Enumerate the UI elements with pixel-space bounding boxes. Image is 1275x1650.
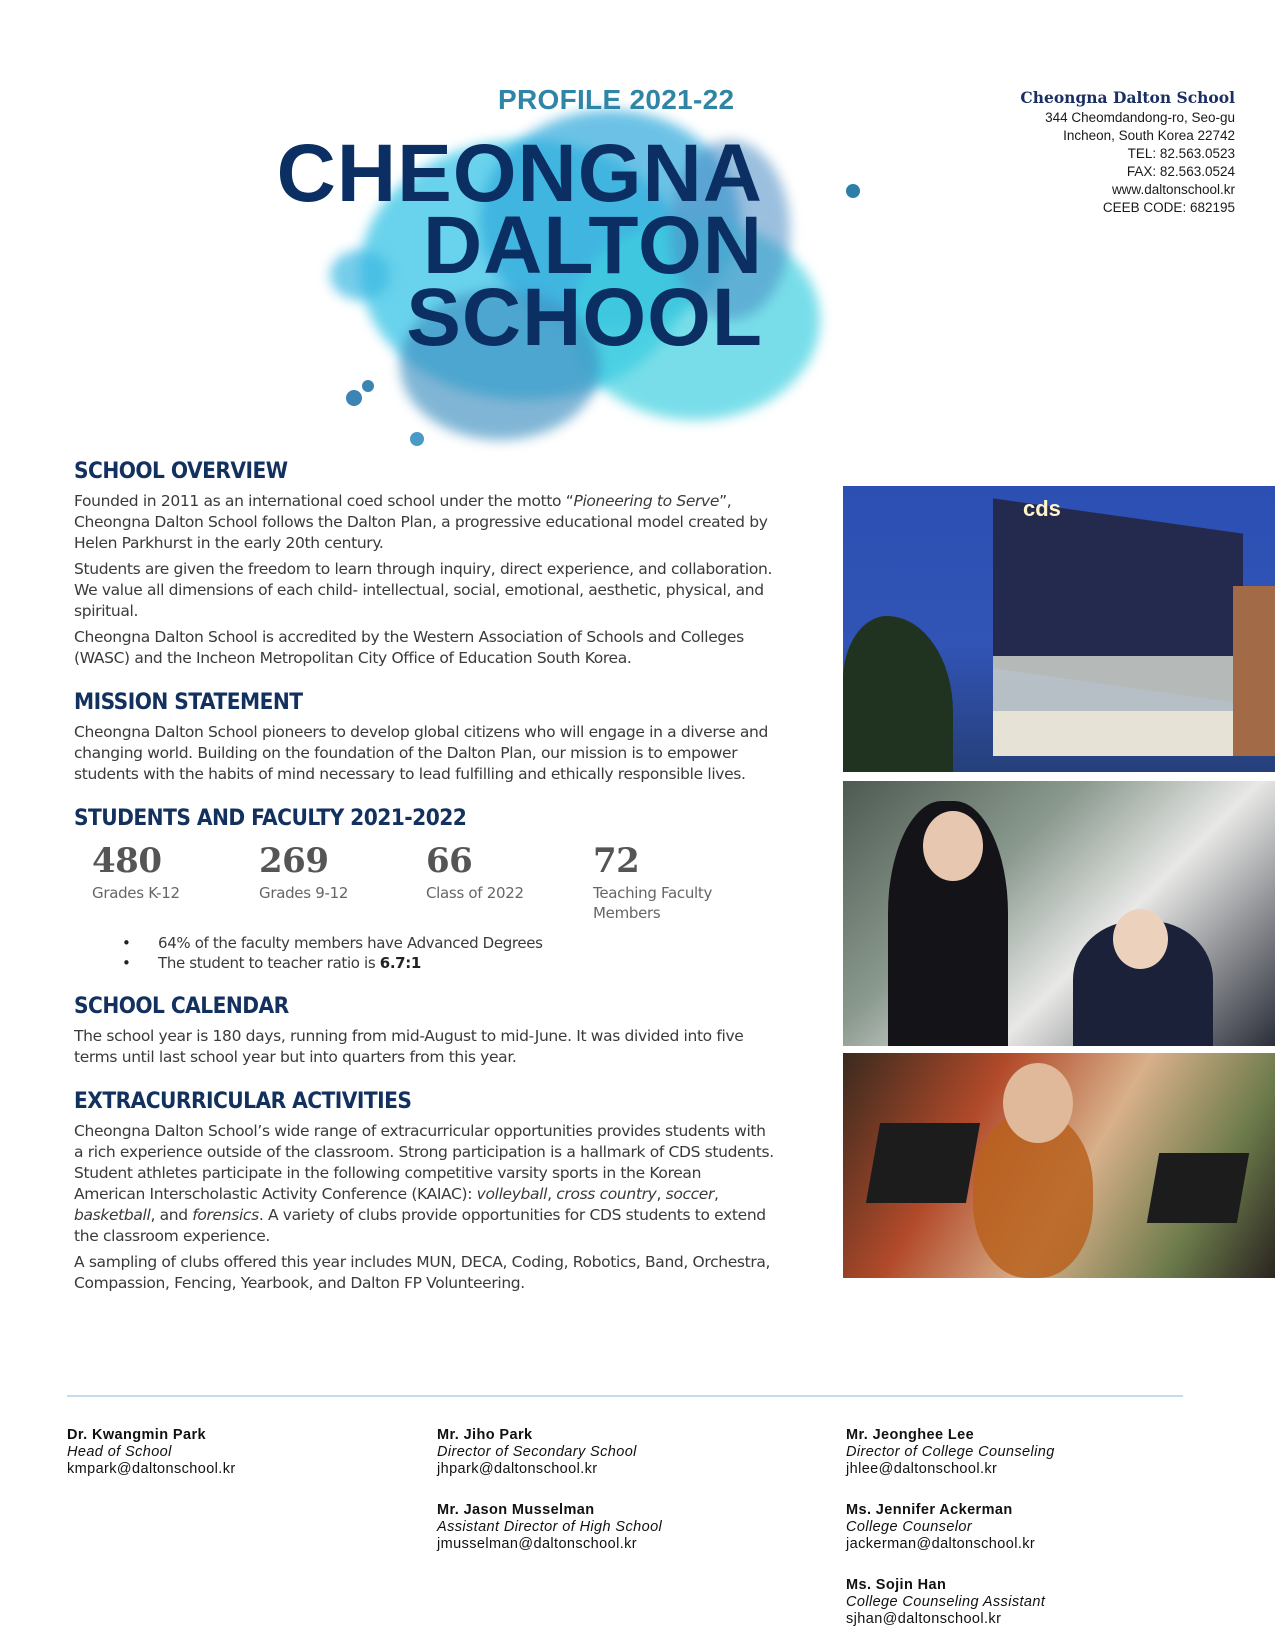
contact-role: Assistant Director of High School <box>437 1519 663 1535</box>
motto: Pioneering to Serve <box>573 492 720 510</box>
stat-label: Grades 9-12 <box>259 884 349 902</box>
contact-card <box>67 1427 236 1478</box>
overview-paragraph-1 <box>74 491 774 554</box>
main-content <box>74 458 774 1294</box>
contact-email[interactable]: jackerman@daltonschool.kr <box>846 1536 1036 1552</box>
text: Cheongna Dalton School’s wide range of extracurricular opportunities provides students with a rich experience outside of the classroom. Strong participation is a hallmark of CDS students. Student athletes participate in the following competitive varsity sports in the Korean American Interscholastic Activity Conference (KAIAC): <box>74 1122 774 1203</box>
sport: volleyball <box>476 1185 548 1203</box>
sport: forensics <box>192 1206 259 1224</box>
school-title <box>276 128 763 363</box>
contact-email[interactable]: jhpark@daltonschool.kr <box>437 1461 598 1477</box>
contact-name: Dr. Kwangmin Park <box>67 1427 206 1443</box>
address-org-name: Cheongna Dalton School <box>1020 88 1235 107</box>
contact-email[interactable]: sjhan@daltonschool.kr <box>846 1611 1002 1627</box>
section-title: SCHOOL CALENDAR <box>74 994 289 1019</box>
title-line-3: SCHOOL <box>406 272 763 363</box>
extracurricular-paragraph-1: Cheongna Dalton School’s wide range of extracurricular opportunities provides students with a rich experience outside of the classroom. Strong participation is a hallmark of CDS students. Student athletes participate in the following competitive varsity sports in the Korean American Interscholastic Activity Conference (KAIAC): volleyball, cross country, soccer, basketball, and forensics. A variety of clubs provide opportunities for CDS students to extend the classroom experience. <box>74 1122 774 1245</box>
photo-orchestra <box>843 1053 1275 1278</box>
contact-name: Mr. Jeonghee Lee <box>846 1427 975 1443</box>
photo-school-building <box>843 486 1275 772</box>
title-line-2: DALTON <box>422 200 763 291</box>
contact-card <box>846 1577 1045 1628</box>
contact-name: Ms. Sojin Han <box>846 1577 947 1593</box>
contact-card <box>437 1427 637 1478</box>
address-street: 344 Cheomdandong-ro, Seo-gu <box>1045 110 1235 125</box>
text: The student to teacher ratio is <box>158 954 380 972</box>
stat-item <box>593 841 733 923</box>
cds-sign: cds <box>1023 496 1061 521</box>
section-title: STUDENTS AND FACULTY 2021-2022 <box>74 806 467 831</box>
stat-item <box>426 841 593 923</box>
contact-card <box>846 1427 1055 1478</box>
stat-value: 72 <box>593 841 640 881</box>
contact-role: College Counseling Assistant <box>846 1594 1046 1610</box>
contact-card <box>846 1502 1035 1553</box>
section-extracurricular <box>74 1088 774 1294</box>
profile-year-label: PROFILE 2021-22 <box>498 84 735 115</box>
mission-text: Cheongna Dalton School pioneers to develop global citizens who will engage in a diverse and changing world. Building on the foundation of the Dalton Plan, our mission is to empower students with the habits of mind necessary to lead fulfilling and ethically responsible lives. <box>74 723 768 783</box>
contact-email[interactable]: jmusselman@daltonschool.kr <box>437 1536 638 1552</box>
section-students-faculty <box>74 805 774 973</box>
footer-divider <box>67 1395 1183 1397</box>
text: . A variety of clubs provide opportunities for CDS students to extend the classroom experience. <box>74 1206 766 1245</box>
section-mission-statement <box>74 689 774 785</box>
contact-role: Director of Secondary School <box>437 1444 637 1460</box>
stat-item <box>259 841 426 923</box>
stat-label: Class of 2022 <box>426 884 524 902</box>
contact-card <box>437 1502 662 1553</box>
overview-paragraph-3: Cheongna Dalton School is accredited by the Western Association of Schools and Colleges (WASC) and the Incheon Metropolitan City Office of Education South Korea. <box>74 628 744 667</box>
title-line-1: CHEONGNA <box>276 128 763 219</box>
extracurricular-paragraph-2: A sampling of clubs offered this year includes MUN, DECA, Coding, Robotics, Band, Orchestra, Compassion, Fencing, Yearbook, and Dalton FP Volunteering. <box>74 1253 771 1292</box>
stat-item <box>92 841 259 923</box>
photo-debate-event <box>843 781 1275 1046</box>
stat-label: Teaching Faculty Members <box>593 884 713 922</box>
section-school-calendar <box>74 993 774 1068</box>
section-school-overview <box>74 458 774 669</box>
school-address-block <box>1020 87 1235 217</box>
contact-name: Ms. Jennifer Ackerman <box>846 1502 1013 1518</box>
ratio-value: 6.7:1 <box>379 954 421 972</box>
contact-email[interactable]: kmpark@daltonschool.kr <box>67 1461 236 1477</box>
address-ceeb-code: CEEB CODE: 682195 <box>1102 200 1235 215</box>
stat-value: 480 <box>92 841 162 881</box>
sport: soccer <box>665 1185 715 1203</box>
stat-label: Grades K-12 <box>92 884 180 902</box>
contact-email[interactable]: jhlee@daltonschool.kr <box>846 1461 998 1477</box>
address-city: Incheon, South Korea 22742 <box>1063 128 1235 143</box>
overview-paragraph-2: Students are given the freedom to learn through inquiry, direct experience, and collaboration. We value all dimensions of each child- intellectual, social, emotional, aesthetic, physical, and spiritual. <box>74 560 773 620</box>
calendar-text: The school year is 180 days, running from mid-August to mid-June. It was divided into five terms until last school year but into quarters from this year. <box>74 1027 744 1066</box>
contact-role: Head of School <box>67 1444 172 1460</box>
faculty-facts-list <box>122 933 774 973</box>
section-title: EXTRACURRICULAR ACTIVITIES <box>74 1089 412 1114</box>
contact-name: Mr. Jiho Park <box>437 1427 533 1443</box>
contact-name: Mr. Jason Musselman <box>437 1502 595 1518</box>
stats-row <box>92 841 774 923</box>
address-tel: TEL: 82.563.0523 <box>1127 146 1235 161</box>
list-item: • 64% of the faculty members have Advanced Degrees <box>122 933 774 953</box>
section-title: SCHOOL OVERVIEW <box>74 459 288 484</box>
section-title: MISSION STATEMENT <box>74 690 303 715</box>
contact-role: College Counselor <box>846 1519 973 1535</box>
sport: basketball <box>74 1206 151 1224</box>
list-item <box>122 953 774 973</box>
address-fax: FAX: 82.563.0524 <box>1126 164 1235 179</box>
text: ”, Cheongna Dalton School follows the Dalton Plan, a progressive educational model created by Helen Parkhurst in the early 20th century. <box>74 492 768 552</box>
contact-role: Director of College Counseling <box>846 1444 1055 1460</box>
address-website[interactable]: www.daltonschool.kr <box>1111 182 1235 197</box>
stat-value: 66 <box>426 841 473 881</box>
stat-value: 269 <box>259 841 329 881</box>
text: Founded in 2011 as an international coed school under the motto “ <box>74 492 574 510</box>
sport: cross country <box>556 1185 657 1203</box>
